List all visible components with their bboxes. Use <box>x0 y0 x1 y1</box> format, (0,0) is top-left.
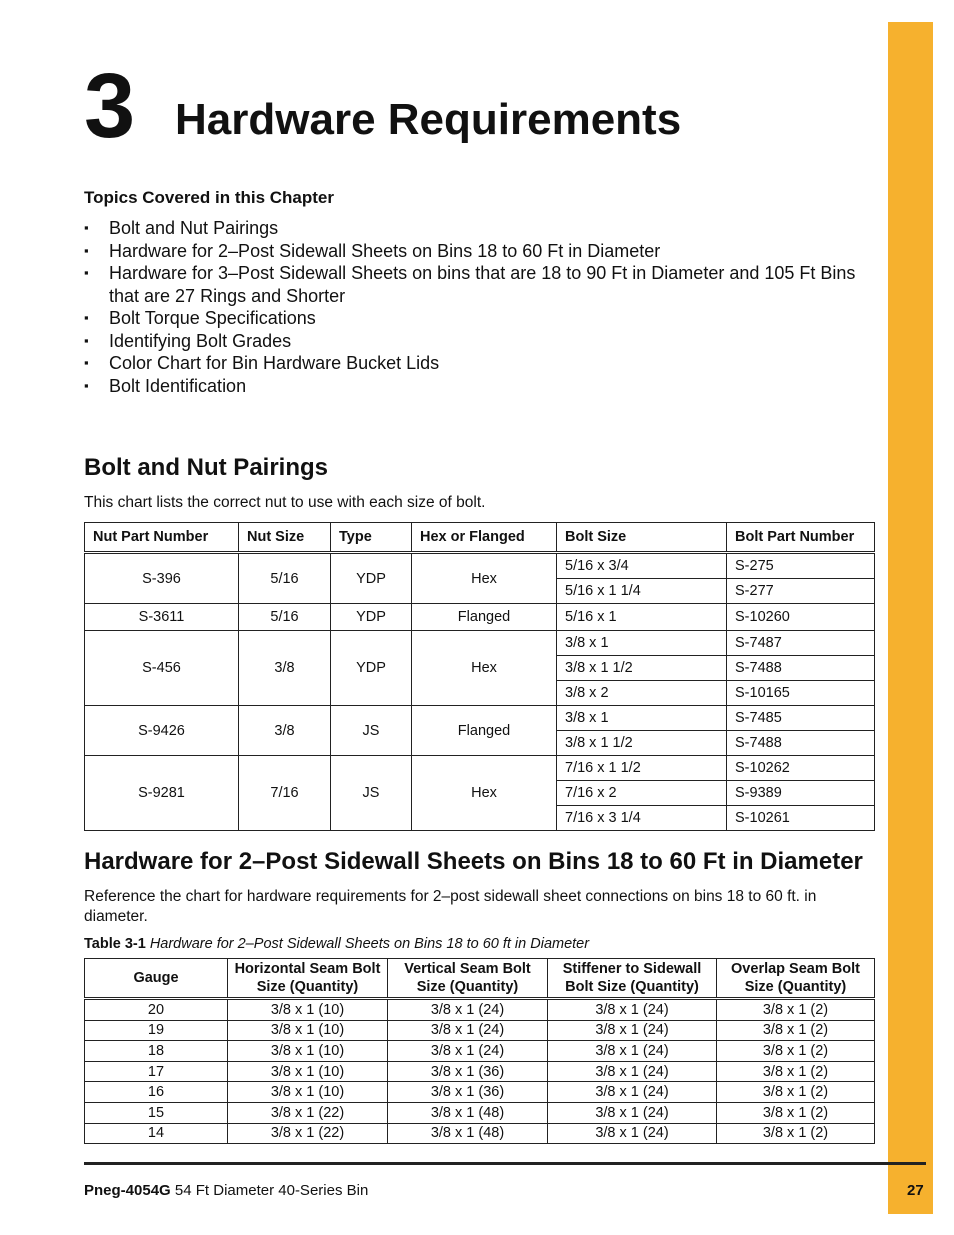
bolt-part-number: S-9389 <box>727 781 875 806</box>
section-intro-2-post: Reference the chart for hardware requirements for 2–post sidewall sheet connections on bins 18 to 60 ft. in diameter. <box>84 888 817 925</box>
topic-item: ▪ Identifying Bolt Grades <box>84 330 884 353</box>
nut-part-number: S-3611 <box>85 604 239 631</box>
nut-type: YDP <box>331 553 412 604</box>
table-row <box>85 604 875 631</box>
table-cell: 3/8 x 1 (10) <box>228 999 388 1021</box>
gauge-cell: 16 <box>85 1082 228 1103</box>
table-cell: 3/8 x 1 (2) <box>717 1123 875 1144</box>
hex-or-flanged: Hex <box>412 553 557 604</box>
table-row <box>85 1102 875 1123</box>
footer-doc-id: Pneg-4054G <box>84 1182 171 1199</box>
bolt-part-number: S-10260 <box>727 604 875 631</box>
bolt-size: 5/16 x 1 <box>557 604 727 631</box>
bolt-part-number: S-7485 <box>727 706 875 731</box>
bolt-size: 7/16 x 1 1/2 <box>557 756 727 781</box>
section-intro-bolt-nut: This chart lists the correct nut to use with each size of bolt. <box>84 494 486 511</box>
table-row <box>85 1123 875 1144</box>
table-cell: 3/8 x 1 (24) <box>548 1041 717 1062</box>
table-cell: 3/8 x 1 (10) <box>228 1061 388 1082</box>
bolt-part-number: S-7488 <box>727 731 875 756</box>
table-cell: 3/8 x 1 (48) <box>388 1123 548 1144</box>
table-cell: 3/8 x 1 (36) <box>388 1082 548 1103</box>
nut-part-number: S-456 <box>85 631 239 706</box>
nut-size: 3/8 <box>239 631 331 706</box>
nut-part-number: S-9281 <box>85 756 239 831</box>
hex-or-flanged: Hex <box>412 631 557 706</box>
table-cell: 3/8 x 1 (24) <box>388 1041 548 1062</box>
table-cell: 3/8 x 1 (2) <box>717 1082 875 1103</box>
table-row <box>85 631 875 656</box>
table-header-row <box>85 523 875 553</box>
nut-size: 5/16 <box>239 553 331 604</box>
table-caption-text: Hardware for 2–Post Sidewall Sheets on Bins 18 to 60 ft in Diameter <box>149 936 590 952</box>
bolt-part-number: S-10262 <box>727 756 875 781</box>
table-cell: 3/8 x 1 (24) <box>548 1123 717 1144</box>
bolt-size: 3/8 x 1 <box>557 631 727 656</box>
table-row <box>85 1020 875 1041</box>
table-cell: 3/8 x 1 (48) <box>388 1102 548 1123</box>
table-row <box>85 1082 875 1103</box>
table-cell: 3/8 x 1 (24) <box>548 1082 717 1103</box>
nut-size: 3/8 <box>239 706 331 756</box>
bolt-part-number: S-10165 <box>727 681 875 706</box>
table-cell: 3/8 x 1 (10) <box>228 1041 388 1062</box>
table-cell: 3/8 x 1 (22) <box>228 1123 388 1144</box>
table-cell: 3/8 x 1 (2) <box>717 999 875 1021</box>
table-cell: 3/8 x 1 (10) <box>228 1082 388 1103</box>
table-cell: 3/8 x 1 (24) <box>548 1061 717 1082</box>
sidewall-hardware-table <box>84 958 875 1144</box>
table-cell: 3/8 x 1 (24) <box>548 999 717 1021</box>
nut-size: 5/16 <box>239 604 331 631</box>
table-caption <box>84 936 589 952</box>
table-cell: 3/8 x 1 (24) <box>548 1102 717 1123</box>
bolt-size: 3/8 x 1 1/2 <box>557 656 727 681</box>
hex-or-flanged: Flanged <box>412 604 557 631</box>
table-cell: 3/8 x 1 (22) <box>228 1102 388 1123</box>
table-cell: 3/8 x 1 (10) <box>228 1020 388 1041</box>
column-header: Bolt Size <box>557 523 727 553</box>
column-header: Vertical Seam Bolt Size (Quantity) <box>388 959 548 999</box>
topics-heading: Topics Covered in this Chapter <box>84 188 335 207</box>
bolt-size: 3/8 x 1 1/2 <box>557 731 727 756</box>
chapter-number: 3 <box>84 55 136 157</box>
page-number: 27 <box>907 1182 924 1199</box>
table-cell: 3/8 x 1 (24) <box>388 999 548 1021</box>
nut-part-number: S-9426 <box>85 706 239 756</box>
nut-type: YDP <box>331 631 412 706</box>
table-row <box>85 553 875 579</box>
bolt-size: 5/16 x 1 1/4 <box>557 579 727 604</box>
table-row <box>85 999 875 1021</box>
topic-item: ▪ Bolt Identification <box>84 375 884 398</box>
nut-size: 7/16 <box>239 756 331 831</box>
nut-type: JS <box>331 706 412 756</box>
table-row <box>85 1041 875 1062</box>
column-header: Bolt Part Number <box>727 523 875 553</box>
topic-item: ▪ Hardware for 2–Post Sidewall Sheets on Bins 18 to 60 Ft in Diameter <box>84 240 884 263</box>
nut-type: YDP <box>331 604 412 631</box>
bolt-size: 3/8 x 2 <box>557 681 727 706</box>
table-row <box>85 1061 875 1082</box>
footer-doc-info <box>84 1182 368 1199</box>
bolt-size: 7/16 x 3 1/4 <box>557 806 727 831</box>
bolt-part-number: S-275 <box>727 553 875 579</box>
hex-or-flanged: Flanged <box>412 706 557 756</box>
table-row <box>85 756 875 781</box>
column-header: Nut Part Number <box>85 523 239 553</box>
footer-doc-title: 54 Ft Diameter 40-Series Bin <box>174 1182 369 1199</box>
gauge-cell: 20 <box>85 999 228 1021</box>
bolt-part-number: S-277 <box>727 579 875 604</box>
gauge-cell: 19 <box>85 1020 228 1041</box>
section-heading-2-post: Hardware for 2–Post Sidewall Sheets on Bins 18 to 60 Ft in Diameter <box>84 848 863 875</box>
table-cell: 3/8 x 1 (2) <box>717 1061 875 1082</box>
nut-part-number: S-396 <box>85 553 239 604</box>
bolt-part-number: S-7487 <box>727 631 875 656</box>
column-header: Hex or Flanged <box>412 523 557 553</box>
table-row <box>85 706 875 731</box>
topic-item: ▪ Bolt Torque Specifications <box>84 307 884 330</box>
hex-or-flanged: Hex <box>412 756 557 831</box>
gauge-cell: 14 <box>85 1123 228 1144</box>
bolt-size: 3/8 x 1 <box>557 706 727 731</box>
chapter-title: Hardware Requirements <box>175 95 682 144</box>
table-caption-label: Table 3-1 <box>84 936 146 952</box>
nut-type: JS <box>331 756 412 831</box>
topic-item: ▪ Bolt and Nut Pairings <box>84 217 884 240</box>
column-header: Stiffener to Sidewall Bolt Size (Quantity) <box>548 959 717 999</box>
column-header: Horizontal Seam Bolt Size (Quantity) <box>228 959 388 999</box>
gauge-cell: 18 <box>85 1041 228 1062</box>
table-cell: 3/8 x 1 (24) <box>548 1020 717 1041</box>
topics-list <box>84 217 884 397</box>
table-cell: 3/8 x 1 (24) <box>388 1020 548 1041</box>
bolt-part-number: S-10261 <box>727 806 875 831</box>
bolt-nut-table <box>84 522 875 831</box>
footer-rule <box>84 1162 926 1165</box>
column-header: Nut Size <box>239 523 331 553</box>
topic-item: ▪ Hardware for 3–Post Sidewall Sheets on bins that are 18 to 90 Ft in Diameter and 105 Ft Bins that are 27 Rings and Shorter <box>84 262 884 307</box>
column-header: Type <box>331 523 412 553</box>
section-heading-bolt-nut: Bolt and Nut Pairings <box>84 454 329 481</box>
table-cell: 3/8 x 1 (36) <box>388 1061 548 1082</box>
column-header: Overlap Seam Bolt Size (Quantity) <box>717 959 875 999</box>
table-cell: 3/8 x 1 (2) <box>717 1020 875 1041</box>
table-cell: 3/8 x 1 (2) <box>717 1041 875 1062</box>
column-header: Gauge <box>85 959 228 999</box>
gauge-cell: 15 <box>85 1102 228 1123</box>
table-header-row <box>85 959 875 999</box>
bolt-size: 5/16 x 3/4 <box>557 553 727 579</box>
table-cell: 3/8 x 1 (2) <box>717 1102 875 1123</box>
topic-item: ▪ Color Chart for Bin Hardware Bucket Lids <box>84 352 884 375</box>
gauge-cell: 17 <box>85 1061 228 1082</box>
chapter-side-tab <box>888 22 933 1214</box>
bolt-part-number: S-7488 <box>727 656 875 681</box>
bolt-size: 7/16 x 2 <box>557 781 727 806</box>
